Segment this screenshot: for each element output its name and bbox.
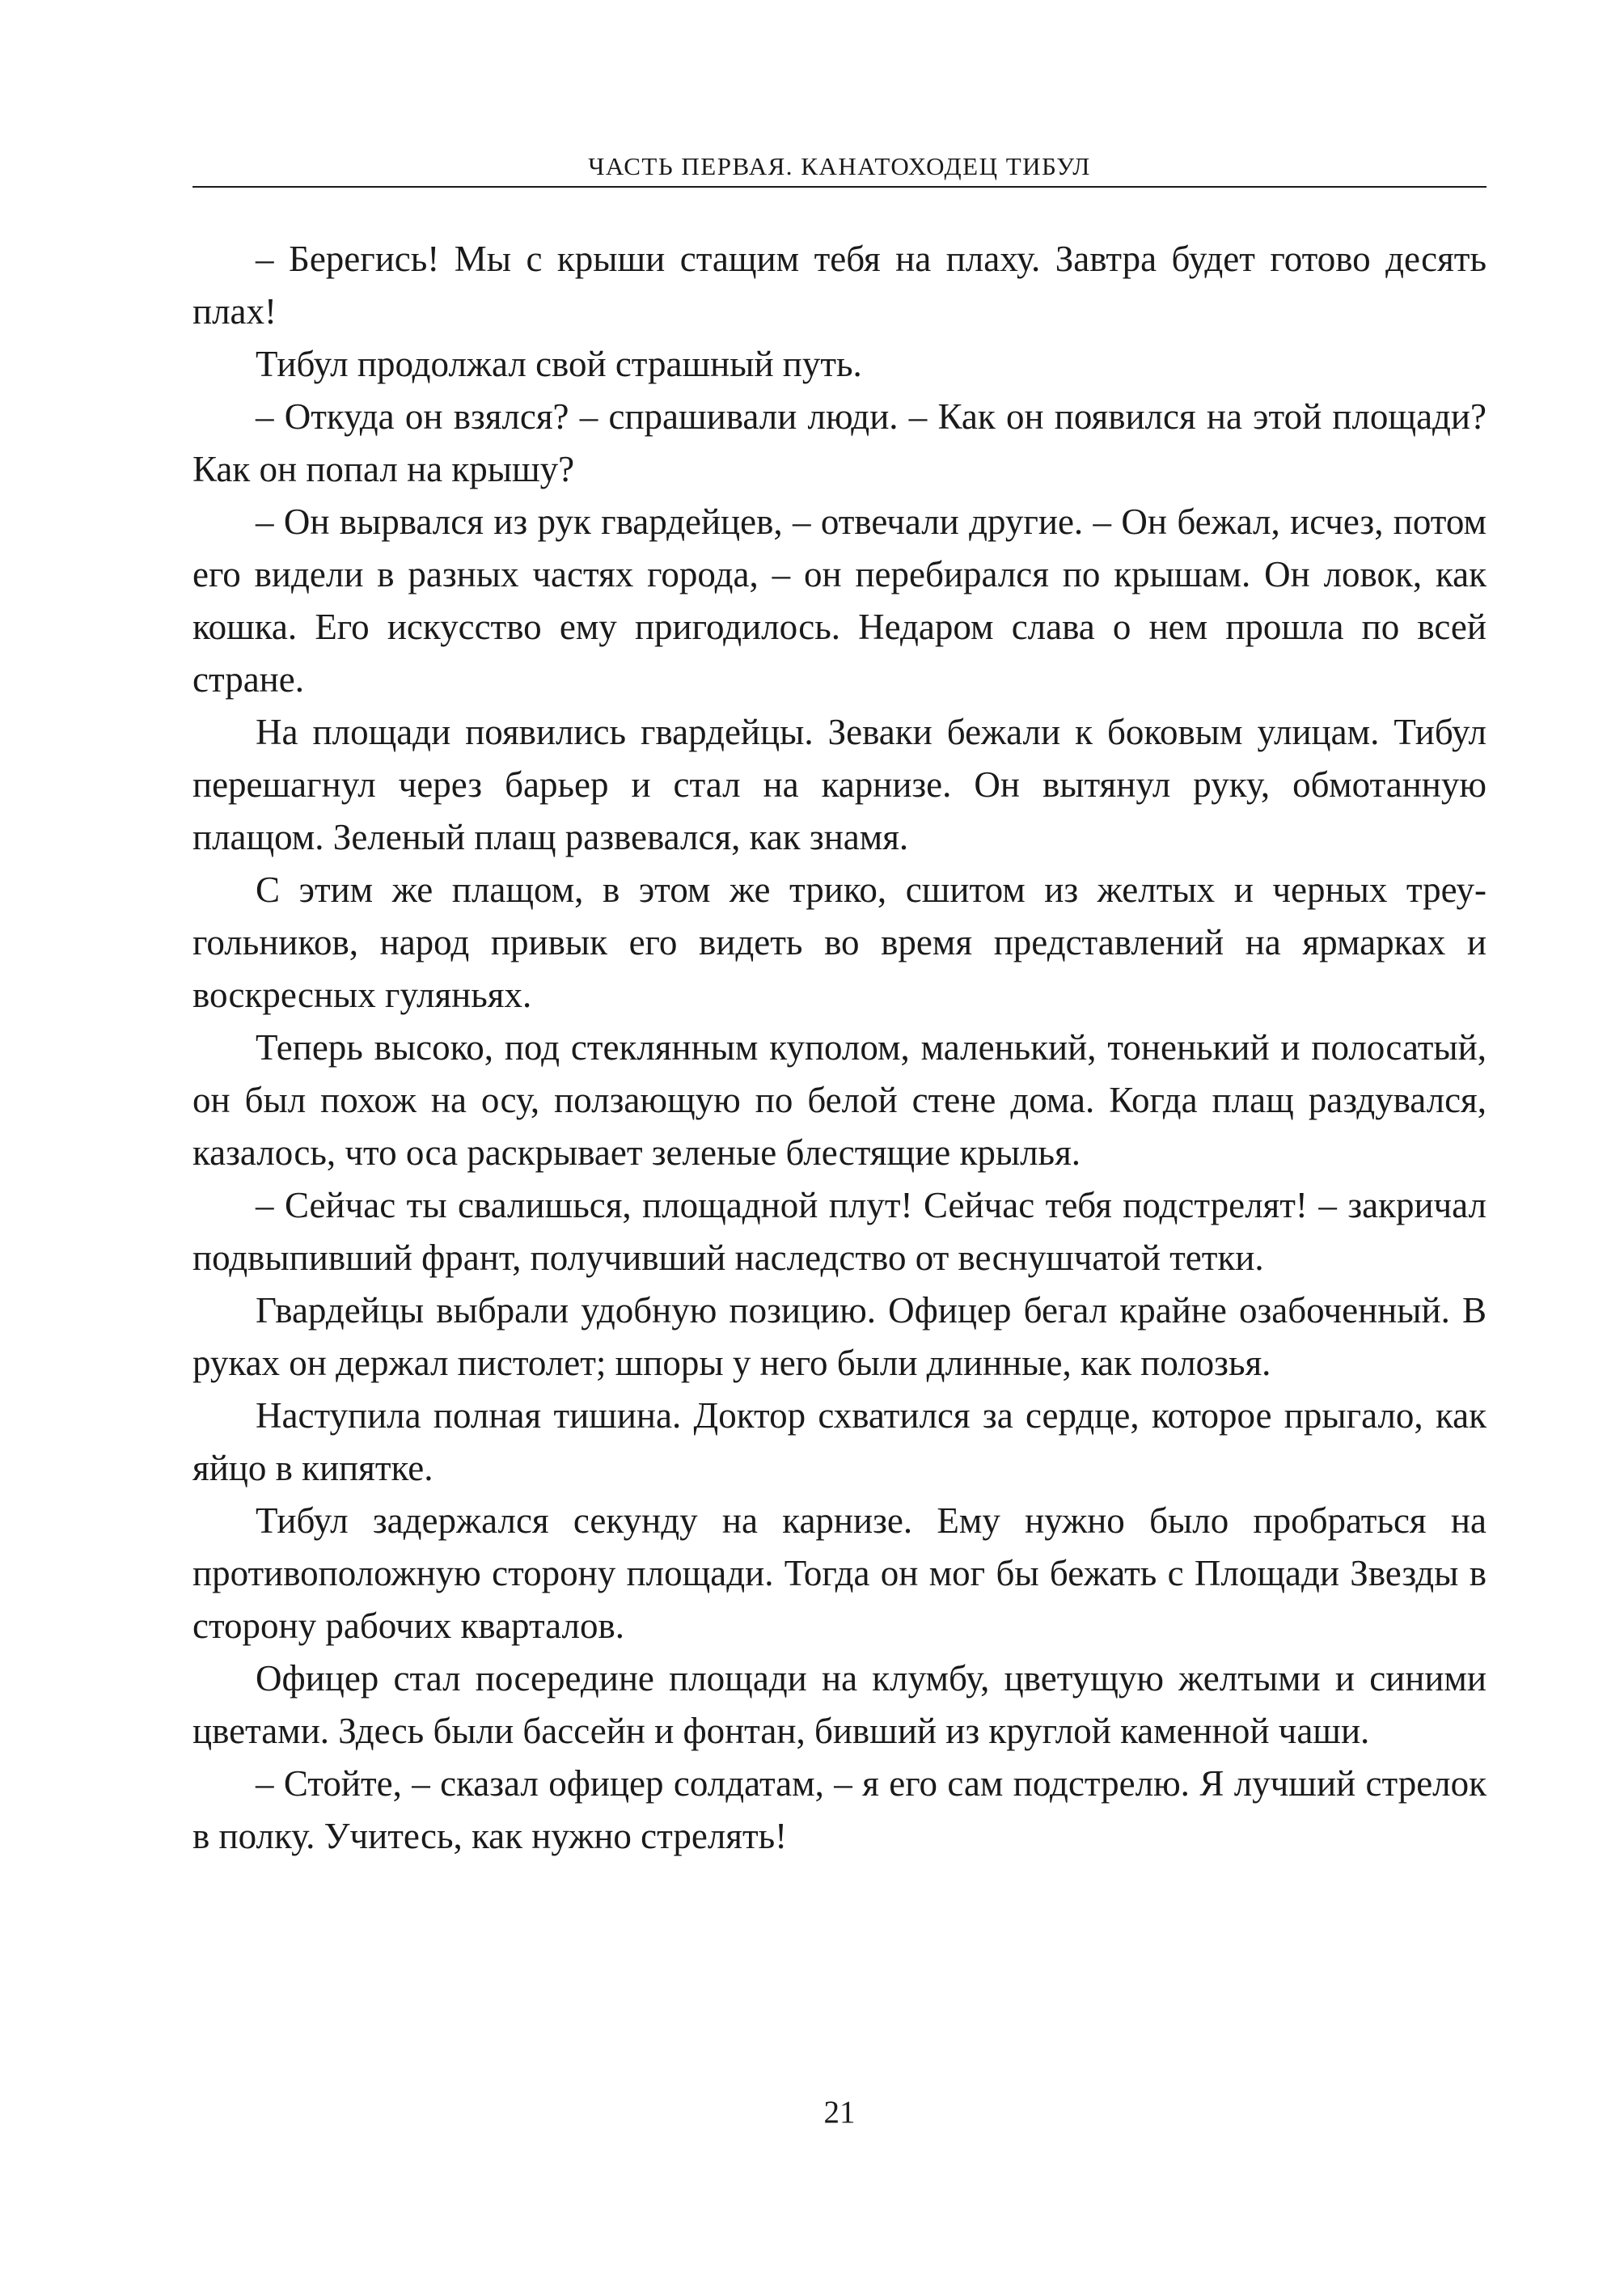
paragraph: – Он вырвался из рук гвардейцев, – отвечали другие. – Он бежал, исчез, потом его видели в разных частях города, – он перебирался по крышам. Он ловок, как кошка. Его искусство ему пригодилось. Недаром слава о нем прошла по всей стране.: [192, 501, 1487, 700]
paragraph: – Берегись! Мы с крыши стащим тебя на плаху. Завтра будет готово десять плах!: [192, 239, 1487, 332]
paragraph: Тибул продолжал свой страшный путь.: [256, 344, 862, 384]
paragraph: С этим же плащом, в этом же трико, сшитом из желтых и черных треугольников, народ привык его видеть во время представлений на ярмарках и воскресных гуляньях.: [192, 869, 1487, 1015]
header-rule: [192, 186, 1487, 188]
paragraph: – Откуда он взялся? – спрашивали люди. – Как он появился на этой площади? Как он попал на крышу?: [192, 396, 1487, 489]
page-number: 21: [823, 2095, 856, 2130]
paragraph: Гвардейцы выбрали удобную позицию. Офицер бегал крайне озабоченный. В руках он держал пистолет; шпоры у него были длинные, как полозья.: [192, 1290, 1487, 1383]
paragraph: – Стойте, – сказал офицер солдатам, – я его сам подстрелю. Я лучший стрелок в полку. Учитесь, как нужно стрелять!: [192, 1763, 1487, 1856]
body-text: [192, 233, 1487, 1863]
paragraph: На площади появились гвардейцы. Зеваки бежали к боковым улицам. Тибул перешагнул через барьер и стал на карнизе. Он вытянул руку, обмотанную плащом. Зеленый плащ развевался, как знамя.: [192, 712, 1487, 857]
paragraph: Наступила полная тишина. Доктор схватился за сердце, которое прыгало, как яйцо в кипятке.: [192, 1395, 1487, 1488]
paragraph: Тибул задержался секунду на карнизе. Ему нужно было пробраться на противоположную сторону площади. Тогда он мог бы бежать с Площади Звезды в сторону рабочих кварталов.: [192, 1500, 1487, 1646]
running-head: ЧАСТЬ ПЕРВАЯ. КАНАТОХОДЕЦ ТИБУЛ: [588, 152, 1091, 180]
paragraph: Теперь высоко, под стеклянным куполом, маленький, тоненький и полосатый, он был похож на осу, ползающую по белой стене дома. Когда плащ раздувался, казалось, что оса раскрывает зеленые блестящие крылья.: [192, 1027, 1487, 1173]
paragraph: Офицер стал посередине площади на клумбу, цветущую желтыми и синими цветами. Здесь были бассейн и фонтан, бивший из круглой каменной чаши.: [192, 1658, 1487, 1751]
paragraph: – Сейчас ты свалишься, площадной плут! Сейчас тебя подстрелят! – закричал подвыпивший франт, получивший наследство от веснушчатой тетки.: [192, 1185, 1487, 1278]
